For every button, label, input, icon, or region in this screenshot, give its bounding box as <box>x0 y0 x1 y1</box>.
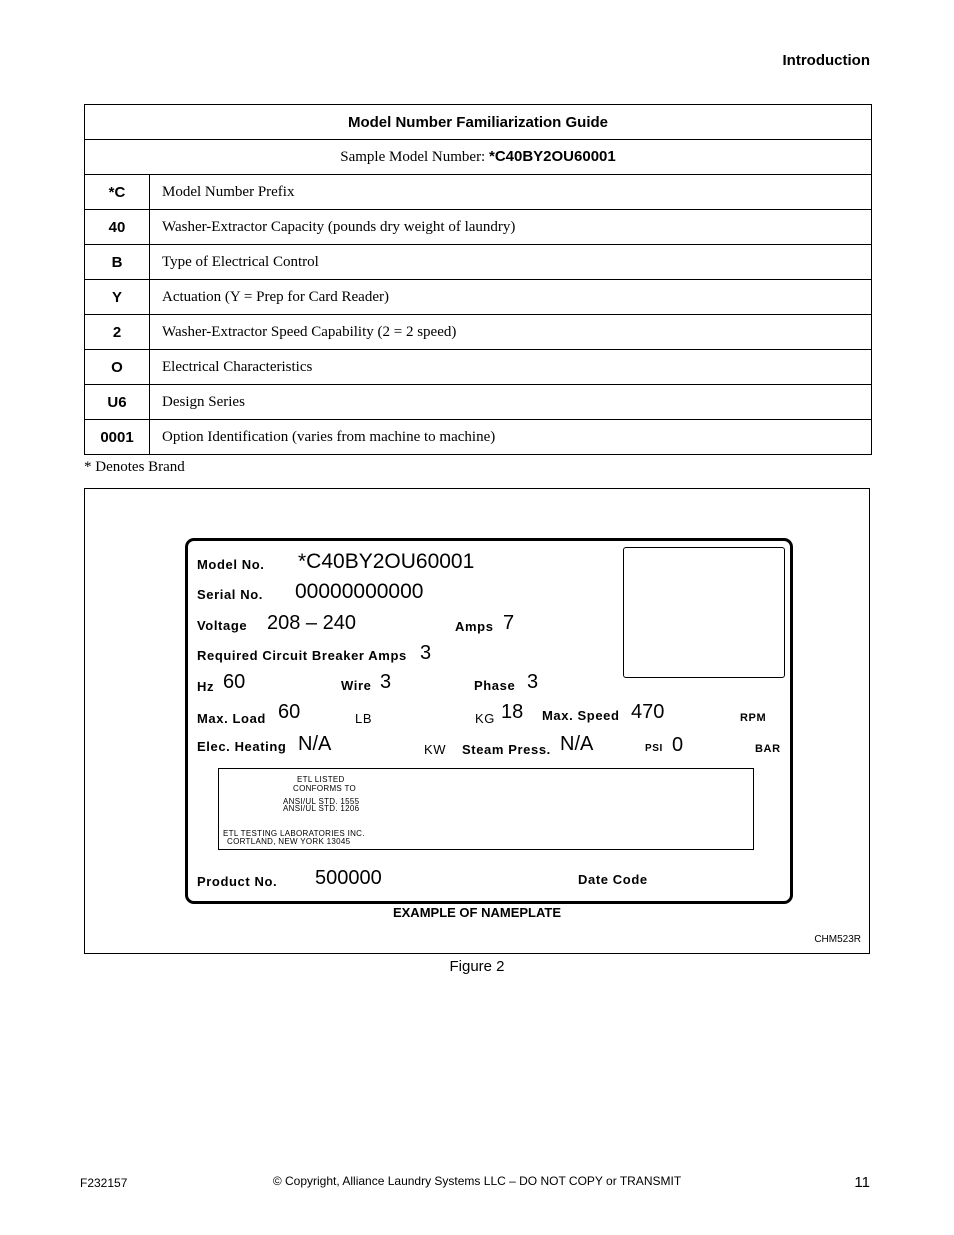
etl-listed-text: ETL LISTED <box>297 775 345 784</box>
page-number: 11 <box>854 1174 870 1191</box>
nameplate-caption: EXAMPLE OF NAMEPLATE <box>392 905 562 920</box>
row-description: Actuation (Y = Prep for Card Reader) <box>150 280 872 315</box>
etl-standard-1206: ANSI/UL STD. 1206 <box>283 804 360 813</box>
hz-label: Hz <box>197 679 215 694</box>
row-code: U6 <box>85 385 150 420</box>
etl-listing-box <box>218 768 754 850</box>
table-row <box>85 315 872 350</box>
nameplate-blank-square <box>623 547 785 678</box>
row-description: Electrical Characteristics <box>150 350 872 385</box>
model-number-value: *C40BY2OU60001 <box>298 550 475 573</box>
kg-unit-label: KG <box>475 711 495 726</box>
kg-value: 18 <box>501 701 524 723</box>
figure-label: Figure 2 <box>449 958 505 975</box>
circuit-breaker-label: Required Circuit Breaker Amps <box>197 648 407 663</box>
model-number-guide-table <box>84 104 872 455</box>
figure-code: CHM523R <box>814 934 861 945</box>
bar-unit-label: BAR <box>755 743 781 755</box>
voltage-label: Voltage <box>197 618 248 633</box>
table-row <box>85 420 872 455</box>
hz-value: 60 <box>223 671 246 693</box>
table-row <box>85 175 872 210</box>
product-number-label: Product No. <box>197 874 278 889</box>
table-row <box>85 385 872 420</box>
nameplate <box>185 538 793 904</box>
row-code: 40 <box>85 210 150 245</box>
product-number-value: 500000 <box>315 867 382 889</box>
row-code: B <box>85 245 150 280</box>
phase-label: Phase <box>474 678 516 693</box>
row-code: *C <box>85 175 150 210</box>
steam-pressure-label: Steam Press. <box>462 742 551 757</box>
row-description: Design Series <box>150 385 872 420</box>
row-code: O <box>85 350 150 385</box>
max-load-value: 60 <box>278 701 301 723</box>
steam-pressure-value: N/A <box>560 733 594 755</box>
row-description: Type of Electrical Control <box>150 245 872 280</box>
table-title: Model Number Familiarization Guide <box>85 105 872 140</box>
row-description: Washer-Extractor Capacity (pounds dry weight of laundry) <box>150 210 872 245</box>
section-header: Introduction <box>782 52 870 69</box>
amps-value: 7 <box>503 612 515 634</box>
copyright-notice: © Copyright, Alliance Laundry Systems LLC – DO NOT COPY or TRANSMIT <box>272 1174 682 1188</box>
wire-label: Wire <box>341 678 372 693</box>
etl-conforms-text: CONFORMS TO <box>293 784 357 793</box>
phase-value: 3 <box>527 671 539 693</box>
row-code: 0001 <box>85 420 150 455</box>
table-row <box>85 350 872 385</box>
psi-value: 0 <box>672 734 684 756</box>
table-row <box>85 245 872 280</box>
row-description: Washer-Extractor Speed Capability (2 = 2 speed) <box>150 315 872 350</box>
row-description: Model Number Prefix <box>150 175 872 210</box>
row-code: Y <box>85 280 150 315</box>
table-title-row <box>85 105 872 140</box>
row-description: Option Identification (varies from machine to machine) <box>150 420 872 455</box>
serial-number-label: Serial No. <box>197 587 263 602</box>
document-id: F232157 <box>80 1176 128 1190</box>
etl-standard-1555: ANSI/UL STD. 1555 <box>283 797 360 806</box>
table-row <box>85 210 872 245</box>
kw-unit-label: KW <box>424 742 447 757</box>
serial-number-value: 00000000000 <box>295 580 424 603</box>
max-speed-value: 470 <box>631 701 665 723</box>
circuit-breaker-value: 3 <box>420 642 432 664</box>
sample-model-cell <box>85 140 872 175</box>
row-code: 2 <box>85 315 150 350</box>
nameplate-figure <box>84 488 870 954</box>
table-row <box>85 280 872 315</box>
amps-label: Amps <box>455 619 494 634</box>
max-load-label: Max. Load <box>197 711 266 726</box>
date-code-label: Date Code <box>578 872 648 887</box>
sample-model-value: *C40BY2OU60001 <box>488 148 616 165</box>
elec-heating-label: Elec. Heating <box>197 739 287 754</box>
model-number-label: Model No. <box>197 557 265 572</box>
brand-note: * Denotes Brand <box>84 459 185 475</box>
etl-lab-name: ETL TESTING LABORATORIES INC. <box>223 829 365 838</box>
sample-row <box>85 140 872 175</box>
lb-unit-label: LB <box>355 711 373 726</box>
elec-heating-value: N/A <box>298 733 332 755</box>
sample-model-label: Sample Model Number: <box>340 149 489 165</box>
psi-unit-label: PSI <box>645 743 663 754</box>
max-speed-label: Max. Speed <box>542 708 620 723</box>
rpm-unit-label: RPM <box>740 712 767 724</box>
wire-value: 3 <box>380 671 392 693</box>
etl-lab-address: CORTLAND, NEW YORK 13045 <box>227 837 351 846</box>
voltage-value: 208 – 240 <box>267 612 356 634</box>
